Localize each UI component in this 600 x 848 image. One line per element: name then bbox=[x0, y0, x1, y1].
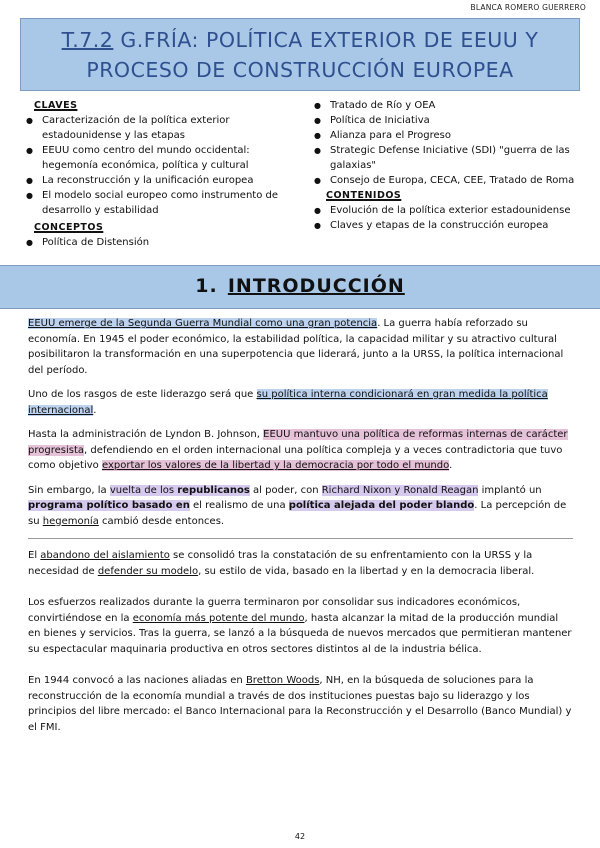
text: El bbox=[28, 550, 41, 561]
highlight-violet: Richard Nixon y Ronald Reagan bbox=[321, 484, 479, 496]
text: . La percepción de su bbox=[28, 500, 567, 527]
text: , su estilo de vida, basado en la libertad y en la democracia liberal. bbox=[198, 565, 535, 577]
underlined-term: economía más potente del mundo bbox=[132, 612, 305, 624]
paragraph-4 bbox=[28, 483, 573, 530]
text: , NH, en la búsqueda de soluciones para la reconstrucción de la economía mundial a través de dos instituciones puestas bajo su liderazgo y los principios del libre mercado: el Banco Internacional para la Reconstrucción y el Desarrollo (Banco Mundial) y el FMI. bbox=[28, 675, 572, 733]
highlight-blue: EEUU emerge de la Segunda Guerra Mundial como una gran potencia bbox=[28, 318, 378, 329]
body-text bbox=[28, 316, 573, 744]
section-title: INTRODUCCIÓN bbox=[227, 275, 405, 297]
text: . bbox=[449, 460, 453, 471]
paragraph-3 bbox=[28, 427, 573, 474]
text: En 1944 convocó a las naciones aliadas en bbox=[28, 675, 246, 686]
list-item: ● Consejo de Europa, CECA, CEE, Tratado de Roma bbox=[310, 173, 582, 188]
title-line-1 bbox=[21, 25, 579, 55]
paragraph-7 bbox=[28, 673, 573, 735]
text: Sin embargo, la bbox=[28, 484, 110, 496]
underlined-term: hegemonía bbox=[42, 515, 99, 527]
title-code: T.7.2 bbox=[61, 28, 114, 52]
list-item: ● Caracterización de la política exterior estadounidense y las etapas bbox=[22, 113, 292, 143]
claves-heading: CLAVES bbox=[34, 100, 78, 111]
list-item: ● Evolución de la política exterior estadounidense bbox=[310, 203, 582, 218]
underlined-term: Bretton Woods bbox=[245, 675, 320, 686]
underlined-term: abandono del aislamiento bbox=[40, 550, 170, 561]
text: se consolidó tras la constatación de su enfrentamiento con la URSS y la necesidad de bbox=[28, 550, 533, 577]
claves-list bbox=[22, 113, 292, 218]
text: . La guerra había reforzado su economía. En 1945 el poder económico, la estabilidad política, la capacidad militar y su atractivo cultural posibilitaron la transformación en una superpotencia que liderará, junto a la URSS, la política internacional del período. bbox=[28, 318, 564, 376]
list-item: ● El modelo social europeo como instrumento de desarrollo y estabilidad bbox=[22, 188, 292, 218]
highlight-pink: exportar los valores de la libertad y la democracia por todo el mundo bbox=[101, 460, 450, 471]
paragraph-1 bbox=[28, 316, 573, 378]
text: , hasta alcanzar la mitad de la producción mundial en bienes y servicios. Tras la guerra, se lanzó a la búsqueda de nuevos mercados que permitieran mantener su espectacular maquinaria productiva en otros sectores distintos al de la industria bélica. bbox=[28, 612, 572, 655]
summary-right-column bbox=[310, 98, 582, 233]
list-item: ● Claves y etapas de la construcción europea bbox=[310, 218, 582, 233]
list-item: ● Alianza para el Progreso bbox=[310, 128, 582, 143]
highlight-violet-bold: republicanos bbox=[177, 484, 250, 496]
title-line-2: PROCESO DE CONSTRUCCIÓN EUROPEA bbox=[86, 58, 514, 82]
highlight-violet: vuelta de los bbox=[109, 484, 178, 496]
text: Uno de los rasgos de este liderazgo será que bbox=[28, 389, 257, 400]
highlight-blue: su política interna condicionará en gran medida la política internacional bbox=[28, 389, 548, 416]
list-item: ● Strategic Defense Iniciative (SDI) "guerra de las galaxias" bbox=[310, 143, 582, 173]
paragraph-5 bbox=[28, 548, 573, 579]
highlight-violet-bold: política alejada del poder blando bbox=[288, 500, 475, 511]
underlined-term: defender su modelo bbox=[97, 565, 199, 577]
list-item: ● Tratado de Río y OEA bbox=[310, 98, 582, 113]
text: , defendiendo en el orden internacional una política compleja y a veces contradictoria que tuvo como objetivo bbox=[28, 444, 563, 471]
title-line-1-text: G.FRÍA: POLÍTICA EXTERIOR DE EEUU Y bbox=[120, 28, 539, 52]
title-banner bbox=[20, 18, 580, 91]
paragraph-2 bbox=[28, 387, 573, 418]
list-item: ● Política de Distensión bbox=[22, 235, 292, 250]
section-number: 1. bbox=[195, 275, 218, 297]
conceptos-list-right bbox=[310, 98, 582, 188]
conceptos-list-left bbox=[22, 235, 292, 250]
highlight-pink: EEUU mantuvo una política de reformas internas de carácter progresista bbox=[28, 429, 568, 456]
page-number: 42 bbox=[294, 832, 306, 841]
contenidos-list bbox=[310, 203, 582, 233]
text: . bbox=[93, 404, 97, 416]
text: implantó un bbox=[478, 484, 542, 496]
author-name: BLANCA ROMERO GUERRERO bbox=[470, 3, 586, 12]
list-item: ● La reconstrucción y la unificación europea bbox=[22, 173, 292, 188]
conceptos-heading: CONCEPTOS bbox=[34, 222, 104, 233]
text: el realismo de una bbox=[189, 500, 289, 511]
summary-left-column bbox=[22, 98, 292, 250]
section-banner bbox=[0, 265, 600, 309]
paragraph-6 bbox=[28, 595, 573, 657]
list-item: ● EEUU como centro del mundo occidental: hegemonía económica, política y cultural bbox=[22, 143, 292, 173]
text: cambió desde entonces. bbox=[98, 515, 225, 527]
text: Los esfuerzos realizados durante la guerra terminaron por consolidar sus indicadores económicos, convirtiéndose en la bbox=[28, 597, 521, 624]
highlight-violet-bold: programa político basado en bbox=[28, 500, 190, 511]
list-item: ● Política de Iniciativa bbox=[310, 113, 582, 128]
text: al poder, con bbox=[249, 484, 322, 496]
divider bbox=[28, 538, 573, 539]
text: Hasta la administración de Lyndon B. Johnson, bbox=[28, 429, 264, 440]
contenidos-heading: CONTENIDOS bbox=[326, 190, 402, 201]
